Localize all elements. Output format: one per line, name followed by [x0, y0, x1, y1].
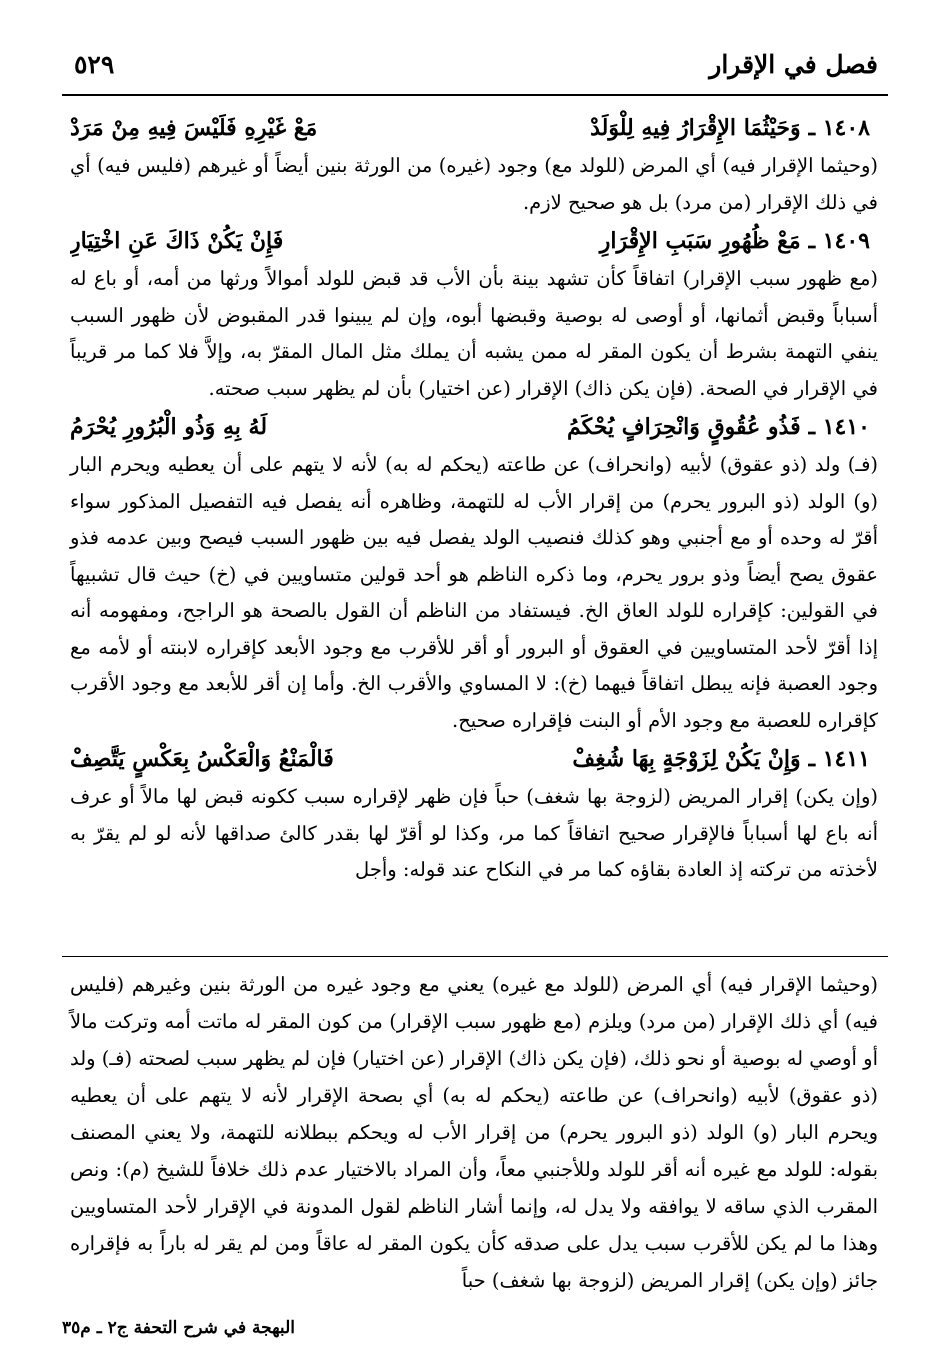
- header-rule: [62, 94, 888, 96]
- verse-1409: [70, 221, 878, 261]
- footnotes: [70, 966, 878, 1299]
- commentary-paragraph: (وحيثما الإقرار فيه) أي المرض (للولد مع) وجود (غيره) من الورثة بنين أيضاً أو غيرهم (فليس فيه) أي في ذلك الإقرار (من مرد) بل هو صحيح لازم.: [70, 154, 879, 214]
- commentary-paragraph: (فـ) ولد (ذو عقوق) لأبيه (وانحراف) عن طاعته (يحكم له به) لأنه لا يتهم على أن يعطيه ويحرم البار (و) الولد (ذو البرور يحرم) من إقرار الأب له للتهمة، وظاهره أنه يفصل فيه التفصيل المذكور سواء أقرّ له وحده أو مع أجنبي وهو كذلك فنصيب الولد يفصل فيه بين ظهور السبب فيصح وبين عدمه فذو عقوق يصح أيضاً وذو برور يحرم، وما ذكره الناظم هو أحد قولين متساويين في (خ) حيث قال تشبيهاً في القولين: كإقراره للولد العاق الخ. فيستفاد من الناظم أن القول بالصحة هو الراجح، ومفهومه أنه إذا أقرّ لأحد المتساويين في العقوق أو البرور أو أقر للأقرب مع وجود الأبعد كإقراره لابنته أو لأمه مع وجود العصبة فإنه يبطل اتفاقاً فيهما (خ): لا المساوي والأقرب الخ. وأما إن أقر للأبعد مع وجود الأقرب كإقراره للعصبة مع وجود الأم أو البنت فإقراره صحيح.: [70, 453, 878, 732]
- verse-1411: [70, 739, 878, 779]
- verse-first-hemistich: وَإِنْ يَكُنْ لِزَوْجَةٍ بِهَا شُغِفْ: [572, 746, 801, 772]
- footnote-rule: [62, 956, 888, 957]
- book-signature: البهجة في شرح التحفة ج٢ ـ م٣٥: [62, 1318, 295, 1338]
- verse-1408: [70, 108, 878, 148]
- verse-first-hemistich: وَحَيْثُمَا الإِقْرَارُ فِيهِ لِلْوَلَدْ: [590, 115, 801, 141]
- commentary-paragraph: (وإن يكن) إقرار المريض (لزوجة بها شغف) حباً فإن ظهر لإقراره سبب ككونه قبض لها مالاً أو عرف أنه باع لها أسباباً فالإقرار صحيح اتفاقاً كما مر، وكذا لو أقرّ لها بقدر كالئ صداقها لأنه لو لم يقرّ به لأخذته من تركته إذ العادة بقاؤه كما مر في النكاح عند قوله: وأجل: [70, 785, 878, 881]
- verse-number: ١٤٠٩ ـ: [808, 228, 870, 254]
- commentary-paragraph: (مع ظهور سبب الإقرار) اتفاقاً كأن تشهد بينة بأن الأب قد قبض للولد أموالاً ورثها من أمه، أو باع له أسباباً وقبض أثمانها، أو أوصى له بوصية وقبضها أبوه، وإن لم يبينوا قدر المقبوض لأن ظهور السبب ينفي التهمة بشرط أن يكون المقر له ممن يشبه أن يملك مثل المال المقرّ به، وإلاَّ فلا كما مر قريباً في الإقرار في الصحة. (فإن يكن ذاك) الإقرار (عن اختيار) بأن لم يظهر سبب صحته.: [70, 267, 878, 400]
- verse-number: ١٤٠٨ ـ: [808, 115, 870, 141]
- verse-second-hemistich: فَإِنْ يَكُنْ ذَاكَ عَنِ اخْتِيَارِ: [70, 228, 284, 254]
- main-text: [70, 108, 878, 889]
- verse-number: ١٤١١ ـ: [808, 746, 870, 772]
- verse-1410: [70, 407, 878, 447]
- footnote-paragraph: (وحيثما الإقرار فيه) أي المرض (للولد مع غيره) يعني مع وجود غيره من الورثة بنين وغيرهم (فليس فيه) أي ذلك الإقرار (من مرد) ويلزم (مع ظهور سبب الإقرار) من كون المقر له ماتت أمه وتركت مالاً أو أوصي له بوصية أو نحو ذلك، (فإن يكن ذاك) الإقرار (عن اختيار) فإن لم يظهر سبب لصحته (فـ) ولد (ذو عقوق) لأبيه (وانحراف) عن طاعته (يحكم له به) أي بصحة الإقرار لأنه لا يتهم على أن يعطيه ويحرم البار (و) الولد (ذو البرور يحرم) من إقرار الأب له ويحكم ببطلانه للتهمة، ولا يعني المصنف بقوله: للولد مع غيره أنه أقر للولد وللأجنبي معاً، وأن المراد بالاختيار عدم ذلك خلافاً للشيخ (م): ونص المقرب الذي ساقه لا يوافقه ولا يدل له، وإنما أشار الناظم لقول المدونة في الإقرار لأحد المتساويين وهذا ما لم يكن للأقرب سبب يدل على صدقه كأن يكون المقر له عاقاً ومن لم يقر له باراً به فإقراره جائز (وإن يكن) إقرار المريض (لزوجة بها شغف) حباً: [70, 973, 878, 1292]
- page-number: ٥٢٩: [74, 50, 115, 79]
- verse-second-hemistich: مَعْ غَيْرِهِ فَلَيْسَ فِيهِ مِنْ مَرَدْ: [70, 115, 318, 141]
- verse-second-hemistich: فَالْمَنْعُ وَالْعَكْسُ بِعَكْسٍ يَتَّصِفْ: [70, 746, 334, 772]
- verse-number: ١٤١٠ ـ: [808, 414, 870, 440]
- page-header: [62, 44, 888, 88]
- verse-first-hemistich: فَذُو عُقُوقٍ وَانْحِرَافٍ يُحْكَمُ: [567, 414, 801, 440]
- chapter-title: فصل في الإقرار: [709, 50, 878, 79]
- verse-second-hemistich: لَهُ بِهِ وَذُو الْبُرُورِ يُحْرَمُ: [70, 414, 268, 440]
- verse-first-hemistich: مَعْ ظُهُورِ سَبَبِ الإِقْرَارِ: [599, 228, 801, 254]
